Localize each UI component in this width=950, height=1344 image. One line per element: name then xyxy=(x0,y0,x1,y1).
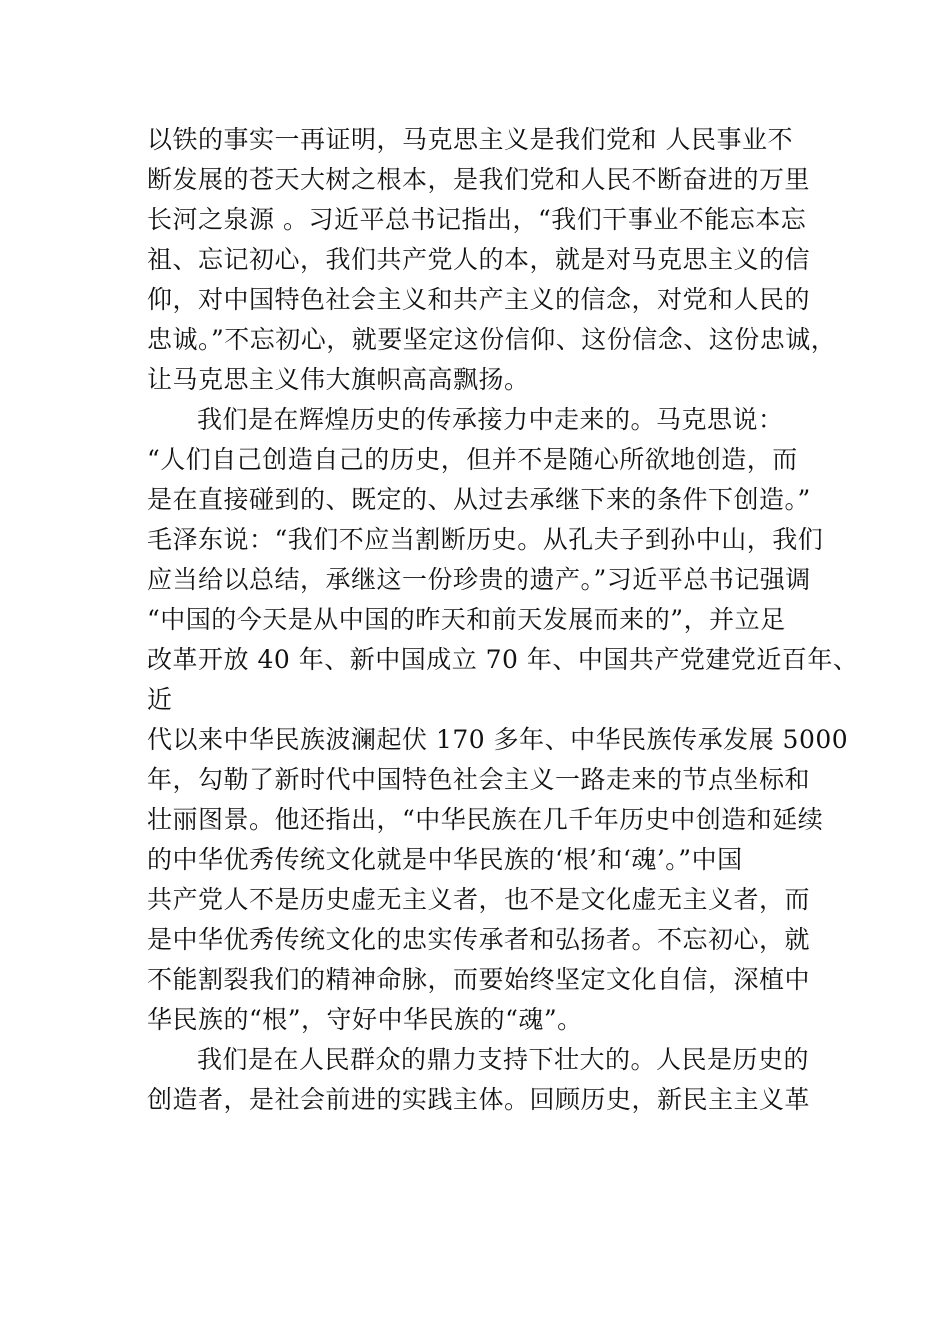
text-line: 长河之泉源 。习近平总书记指出，“我们干事业不能忘本忘 xyxy=(147,205,807,234)
text-line: 应当给以总结，承继这一份珍贵的遗产。”习近平总书记强调 xyxy=(147,565,811,594)
text-line: 近 xyxy=(147,685,173,714)
paragraph-start-line: 我们是在人民群众的鼎力支持下壮大的。人民是历史的 xyxy=(197,1045,810,1074)
text-line: 华民族的“根”，守好中华民族的“魂”。 xyxy=(147,1005,583,1034)
text-line: 仰，对中国特色社会主义和共产主义的信念，对党和人民的 xyxy=(147,285,811,314)
text-line: 壮丽图景。他还指出，“中华民族在几千年历史中创造和延续 xyxy=(147,805,824,834)
text-line: 是中华优秀传统文化的忠实传承者和弘扬者。不忘初心，就 xyxy=(147,925,811,954)
text-line: 是在直接碰到的、既定的、从过去承继下来的条件下创造。” xyxy=(147,485,811,514)
text-line: 的中华优秀传统文化就是中华民族的‘根’和‘魂’。”中国 xyxy=(147,845,743,874)
text-line: “中国的今天是从中国的昨天和前天发展而来的”，并立足 xyxy=(147,605,786,634)
text-line: 毛泽东说：“我们不应当割断历史。从孔夫子到孙中山，我们 xyxy=(147,525,824,554)
text-line: 以铁的事实一再证明，马克思主义是我们党和 人民事业不 xyxy=(147,125,793,154)
text-line: 共产党人不是历史虚无主义者，也不是文化虚无主义者，而 xyxy=(147,885,811,914)
paragraph-start-line: 我们是在辉煌历史的传承接力中走来的。马克思说： xyxy=(197,405,784,434)
text-line: 断发展的苍天大树之根本，是我们党和人民不断奋进的万里 xyxy=(147,165,811,194)
text-line: 不能割裂我们的精神命脉，而要始终坚定文化自信，深植中 xyxy=(147,965,811,994)
text-line: 忠诚。”不忘初心，就要坚定这份信仰、这份信念、这份忠诚， xyxy=(147,325,837,354)
text-line: 代以来中华民族波澜起伏 170 多年、中华民族传承发展 5000 xyxy=(147,725,849,754)
text-line: 让马克思主义伟大旗帜高高飘扬。 xyxy=(147,365,530,394)
text-line: 祖、忘记初心，我们共产党人的本，就是对马克思主义的信 xyxy=(147,245,811,274)
text-line: “人们自己创造自己的历史，但并不是随心所欲地创造，而 xyxy=(147,445,798,474)
text-line: 改革开放 40 年、新中国成立 70 年、中国共产党建党近百年、 xyxy=(147,645,859,674)
text-line: 创造者，是社会前进的实践主体。回顾历史，新民主主义革 xyxy=(147,1085,811,1114)
text-line: 年，勾勒了新时代中国特色社会主义一路走来的节点坐标和 xyxy=(147,765,811,794)
